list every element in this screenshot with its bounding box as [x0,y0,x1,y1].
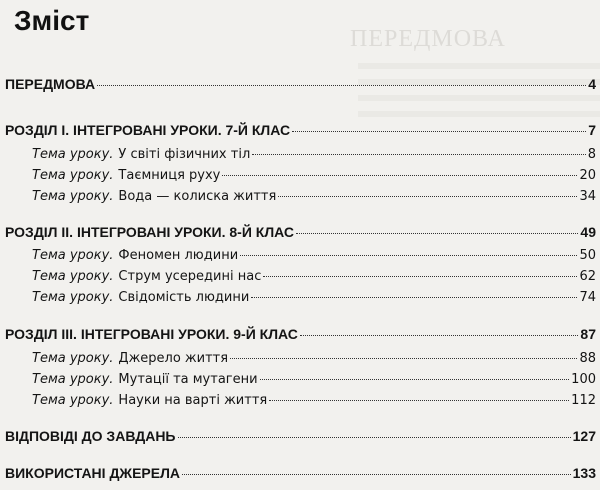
entry-label: Таємниця руху [118,168,221,183]
entry-label: Свідомість людини [118,290,250,305]
lesson-type-label: Тема уроку. [32,351,114,366]
toc-entry-section-1[interactable] [0,120,600,140]
dot-leader [251,297,577,298]
page-number: 87 [580,326,596,342]
entry-label: РОЗДІЛ ІІ. ІНТЕГРОВАНІ УРОКИ. 8-Й КЛАС [5,224,295,240]
dot-leader [269,400,569,401]
lesson-type-label: Тема уроку. [32,393,114,408]
dot-leader [292,131,586,132]
page-number: 20 [579,168,596,183]
page-number: 4 [588,76,596,92]
entry-label: РОЗДІЛ І. ІНТЕГРОВАНІ УРОКИ. 7-Й КЛАС [5,122,291,138]
dot-leader [178,437,571,438]
page-number: 88 [579,351,596,366]
entry-label: Феномен людини [118,248,239,263]
toc-entry-lesson[interactable] [0,166,600,186]
ghost-line [358,111,600,117]
page-number: 133 [572,465,596,481]
dot-leader [240,255,577,256]
toc-entry-lesson[interactable] [0,391,600,411]
toc-entry-lesson[interactable] [0,145,600,165]
dot-leader [278,196,577,197]
toc-entry-lesson[interactable] [0,187,600,207]
ghost-line [358,63,600,69]
entry-label: ПЕРЕДМОВА [5,76,96,92]
dot-leader [230,358,577,359]
toc-entry-lesson[interactable] [0,349,600,369]
lesson-type-label: Тема уроку. [32,372,114,387]
lesson-type-label: Тема уроку. [32,290,114,305]
dot-leader [182,474,571,475]
entry-label: У світі фізичних тіл [118,147,251,162]
entry-label: Струм усередині нас [118,269,262,284]
toc-entry-answers[interactable] [0,426,600,446]
entry-label: Мутації та мутагени [118,372,258,387]
entry-label: РОЗДІЛ ІІІ. ІНТЕГРОВАНІ УРОКИ. 9-Й КЛАС [5,326,298,342]
toc-entry-preface[interactable] [0,74,600,94]
dot-leader [260,379,570,380]
page-number: 127 [572,428,596,444]
toc-entry-lesson[interactable] [0,246,600,266]
page-number: 112 [571,393,596,408]
page-number: 50 [579,248,596,263]
lesson-type-label: Тема уроку. [32,269,114,284]
dot-leader [97,85,586,86]
dot-leader [252,154,585,155]
lesson-type-label: Тема уроку. [32,168,114,183]
page-number: 8 [587,147,596,162]
toc-entry-lesson[interactable] [0,288,600,308]
lesson-type-label: Тема уроку. [32,248,114,263]
page-number: 100 [571,372,596,387]
toc-entry-sources[interactable] [0,463,600,483]
page-number: 34 [579,189,596,204]
page-number: 49 [580,224,596,240]
entry-label: Джерело життя [118,351,229,366]
page-number: 62 [579,269,596,284]
toc-entry-section-3[interactable] [0,324,600,344]
entry-label: Вода — колиска життя [118,189,277,204]
ghost-heading: ПЕРЕДМОВА [350,26,506,52]
lesson-type-label: Тема уроку. [32,189,114,204]
dot-leader [300,335,579,336]
toc-entry-section-2[interactable] [0,222,600,242]
entry-label: ВІДПОВІДІ ДО ЗАВДАНЬ [5,428,176,444]
entry-label: ВИКОРИСТАНІ ДЖЕРЕЛА [5,465,181,481]
toc-entry-lesson[interactable] [0,370,600,390]
entry-label: Науки на варті життя [118,393,268,408]
page-title: Зміст [14,5,90,36]
dot-leader [296,233,578,234]
dot-leader [263,276,577,277]
dot-leader [222,175,577,176]
page-number: 74 [579,290,596,305]
lesson-type-label: Тема уроку. [32,147,114,162]
page-number: 7 [588,122,596,138]
ghost-line [358,95,600,101]
toc-entry-lesson[interactable] [0,267,600,287]
